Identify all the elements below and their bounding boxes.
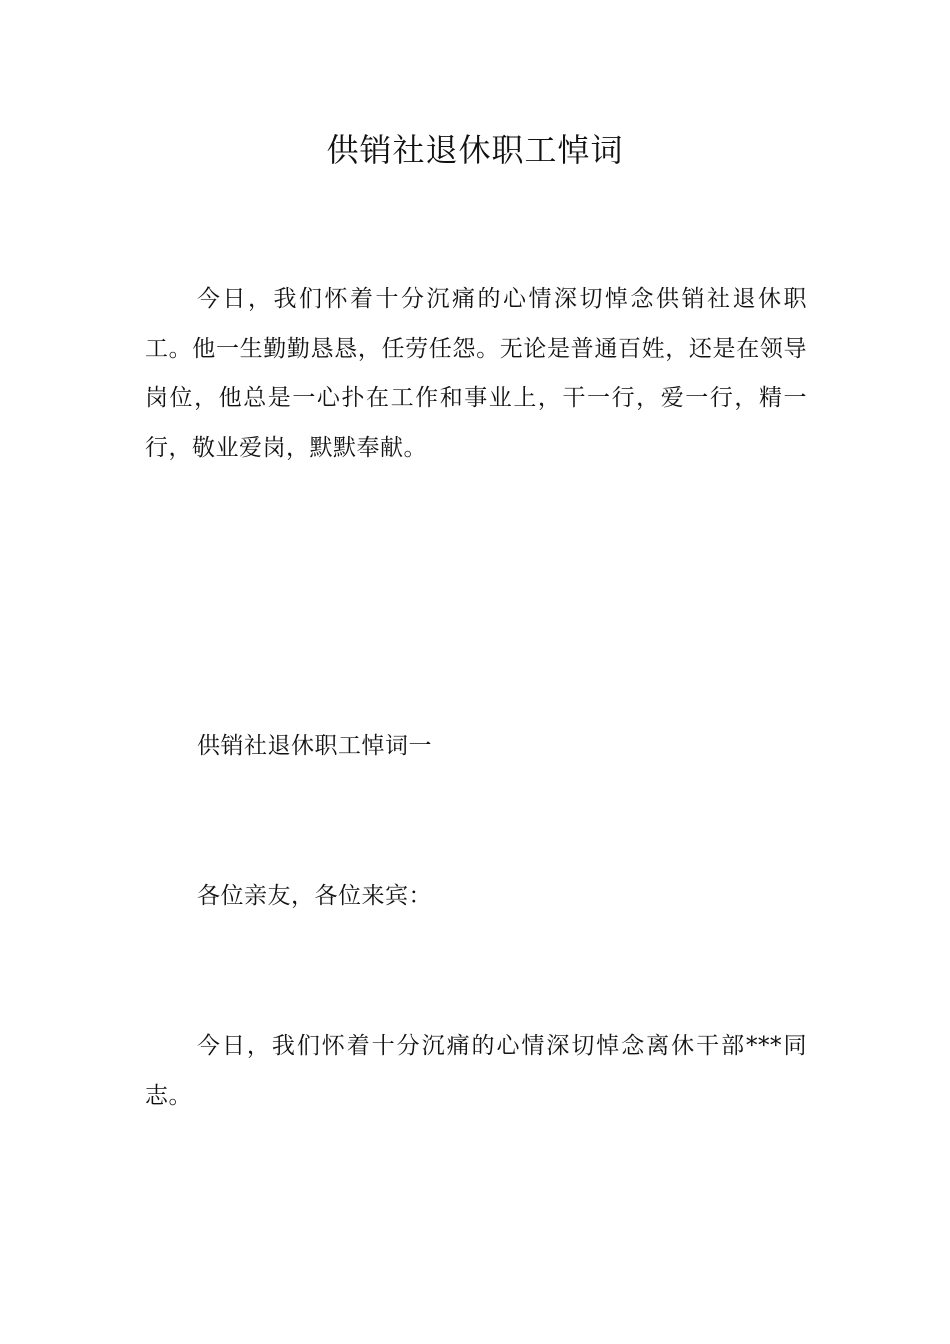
document-title: 供销社退休职工悼词: [326, 131, 624, 169]
intro-paragraph: 今日，我们怀着十分沉痛的心情深切悼念供销社退休职工。他一生勤勤恳恳，任劳任怨。无论是普通百姓，还是在领导岗位，他总是一心扑在工作和事业上，干一行，爱一行，精一行，敬业爱岗，默默奉献。: [145, 286, 807, 461]
section-heading: 供销社退休职工悼词一: [197, 733, 432, 759]
body-paragraph: 今日，我们怀着十分沉痛的心情深切悼念离休干部***同志。: [145, 1033, 807, 1109]
greeting-paragraph: 各位亲友，各位来宾：: [197, 883, 432, 909]
